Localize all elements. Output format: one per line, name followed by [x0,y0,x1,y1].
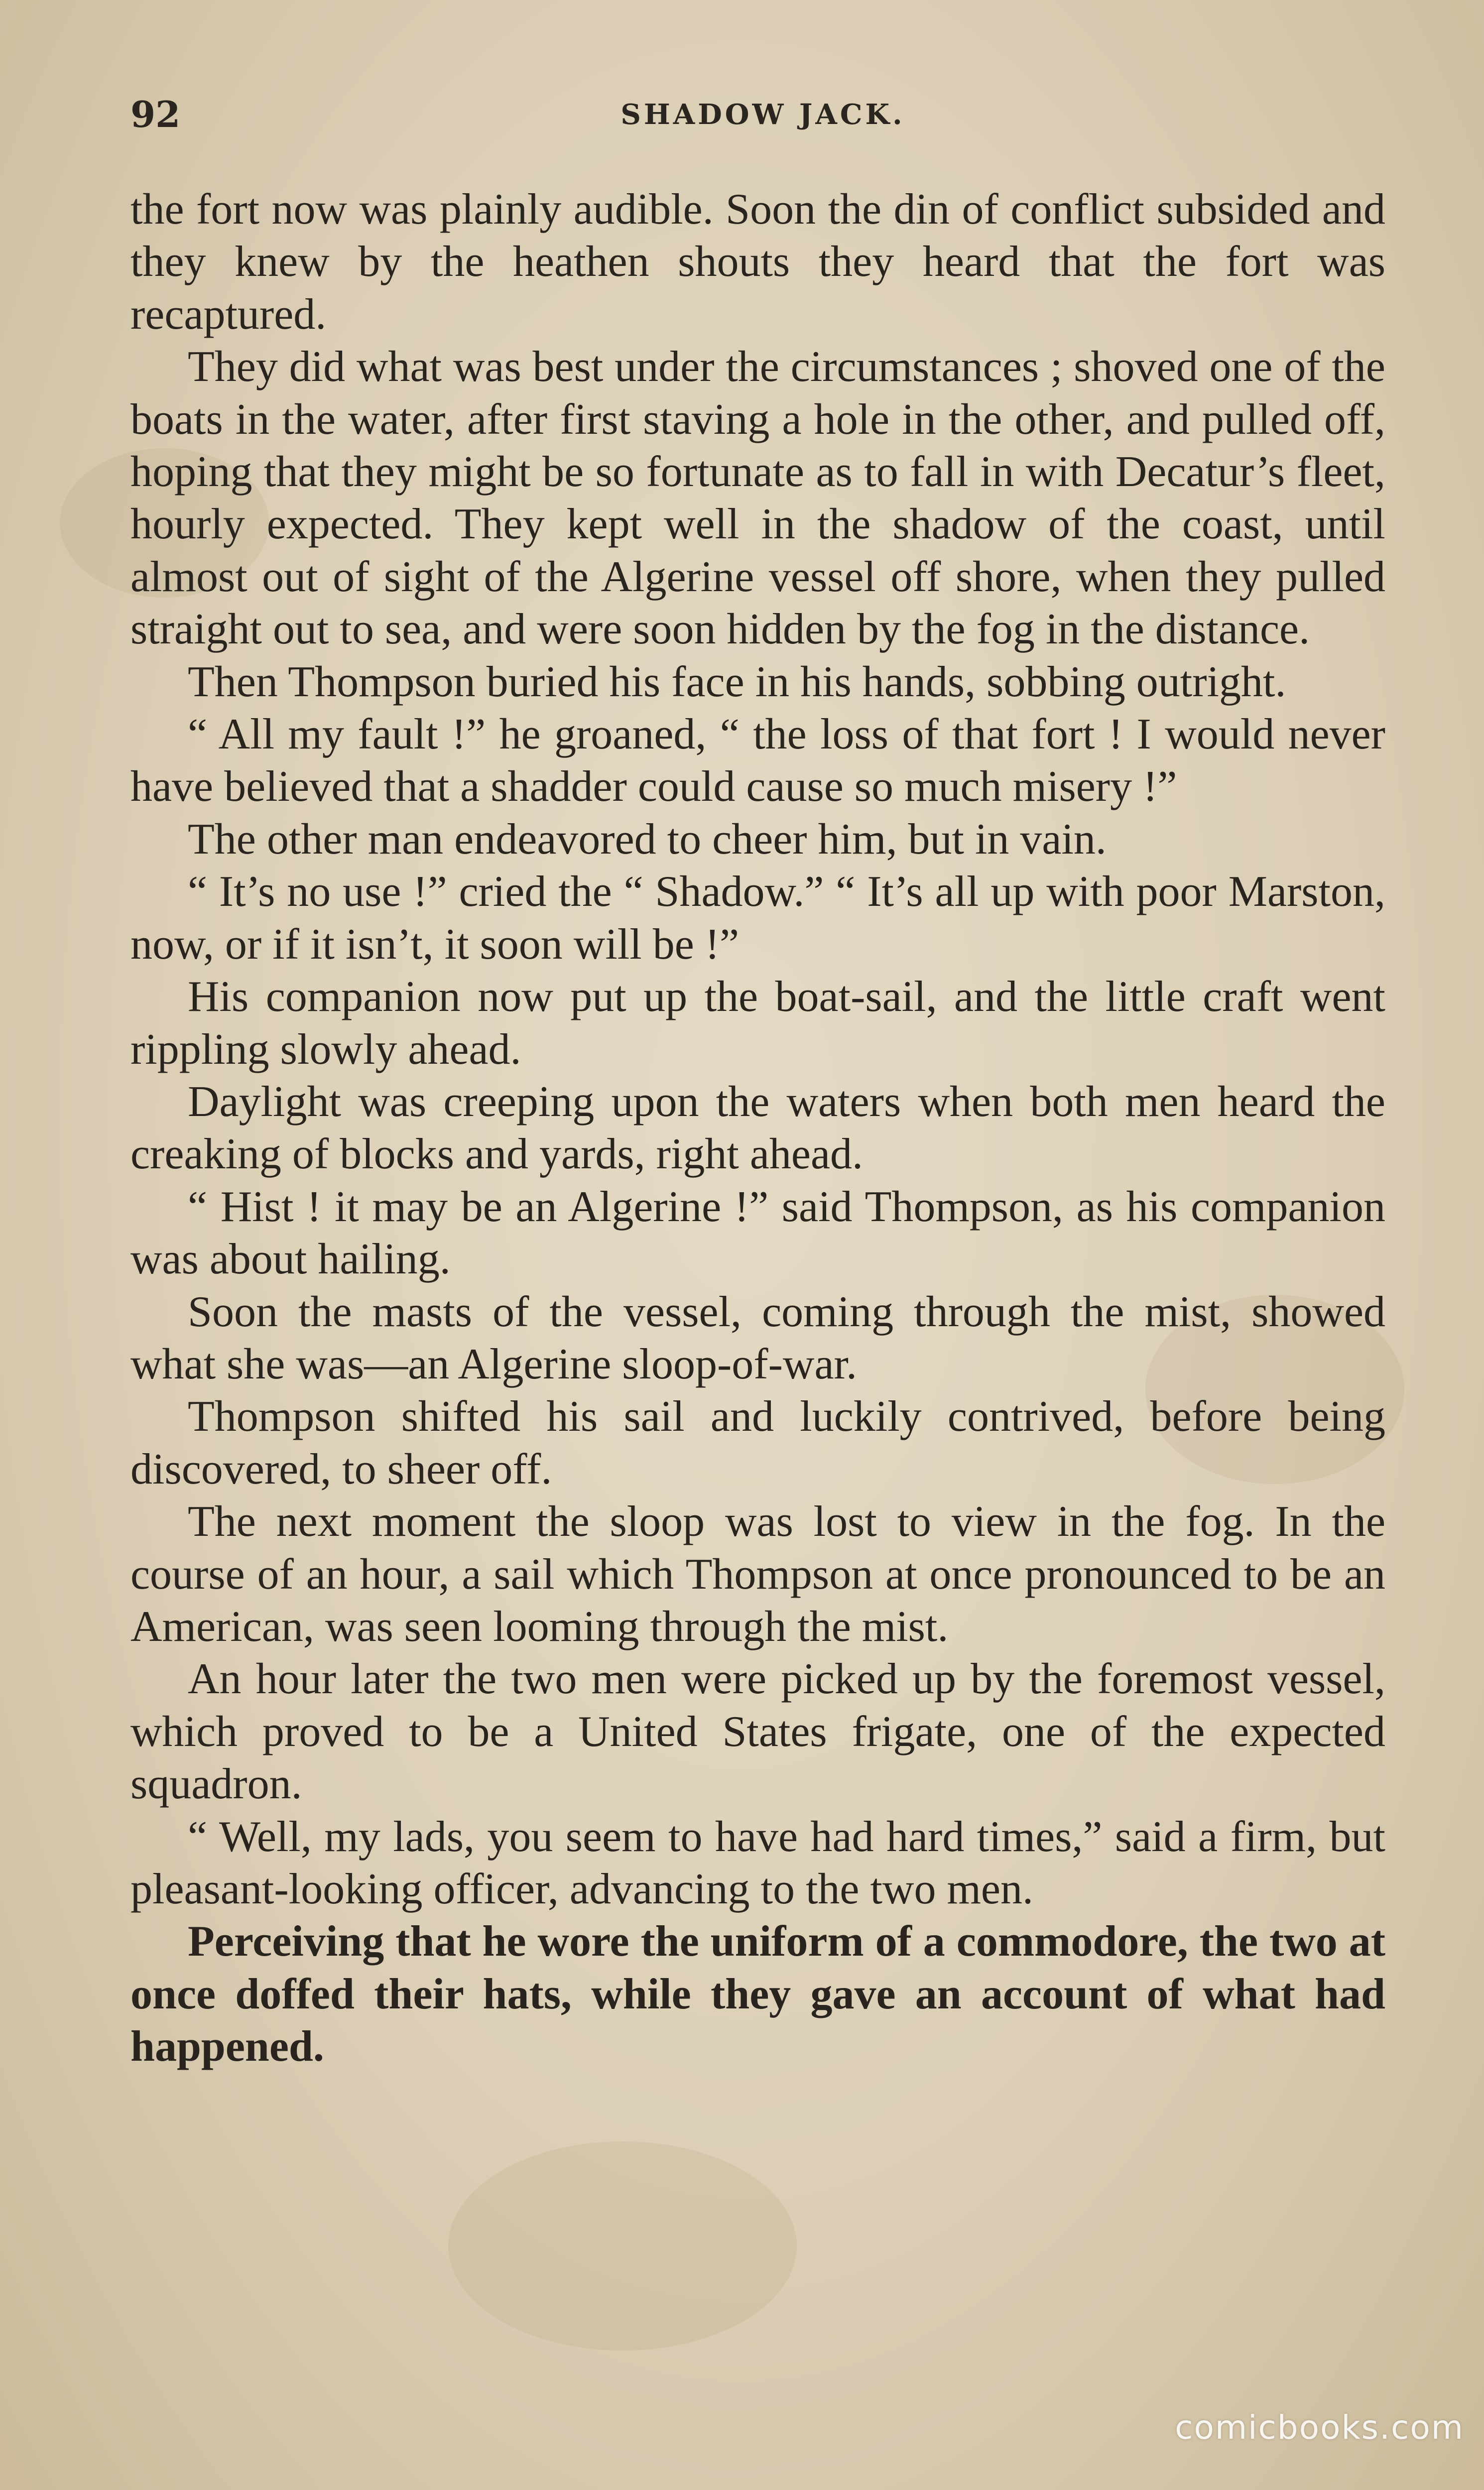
watermark: comicbooks.com [1175,2408,1464,2447]
page-header [130,87,1395,142]
paragraph: “ Well, my lads, you seem to have had hard times,” said a firm, but pleasant-looking officer, advancing to the two men. [130,1812,1385,1913]
paragraph: The other man endeavored to cheer him, but in vain. [188,815,1107,864]
paragraph: They did what was best under the circumstances ; shoved one of the boats in the water, after first staving a hole in the other, and pulled off, hoping that they might be so fortunate as to fall in with Decatur’s fleet, hourly expected. They kept well in the shadow of the coast, until almost out of sight of the Algerine vessel off shore, when they pulled straight out to sea, and were soon hidden by the fog in the distance. [130,343,1385,654]
paragraph: The next moment the sloop was lost to view in the fog. In the course of an hour, a sail which Thompson at once pronounced to be an American, was seen looming through the mist. [130,1497,1385,1651]
paragraph: “ All my fault !” he groaned, “ the loss of that fort ! I would never have believed that a shadder could cause so much misery !” [130,710,1385,811]
paragraph: the fort now was plainly audible. Soon the din of conflict subsided and they knew by the heathen shouts they heard that the fort was recaptured. [130,185,1385,339]
paper-stain [448,2141,797,2351]
paragraph: Soon the masts of the vessel, coming through the mist, showed what she was—an Algerine sloop-of-war. [130,1287,1385,1388]
paragraph: “ It’s no use !” cried the “ Shadow.” “ It’s all up with poor Marston, now, or if it isn’t, it soon will be !” [130,868,1385,969]
paragraph: His companion now put up the boat-sail, and the little craft went rippling slowly ahead. [130,973,1385,1074]
paragraph: Perceiving that he wore the uniform of a commodore, the two at once doffed their hats, while they gave an account of what had happened. [130,1917,1385,2071]
running-head: SHADOW JACK. [620,98,905,131]
paragraph: “ Hist ! it may be an Algerine !” said Thompson, as his companion was about hailing. [130,1182,1385,1284]
page-number: 92 [130,93,181,135]
paragraph: An hour later the two men were picked up by the foremost vessel, which proved to be a United States frigate, one of the expected squadron. [130,1655,1385,1809]
paragraph: Thompson shifted his sail and luckily contrived, before being discovered, to sheer off. [130,1392,1385,1494]
paragraph: Then Thompson buried his face in his hands, sobbing outright. [188,657,1286,706]
body-text [130,183,1385,2073]
paragraph: Daylight was creeping upon the waters when both men heard the creaking of blocks and yards, right ahead. [130,1077,1385,1179]
